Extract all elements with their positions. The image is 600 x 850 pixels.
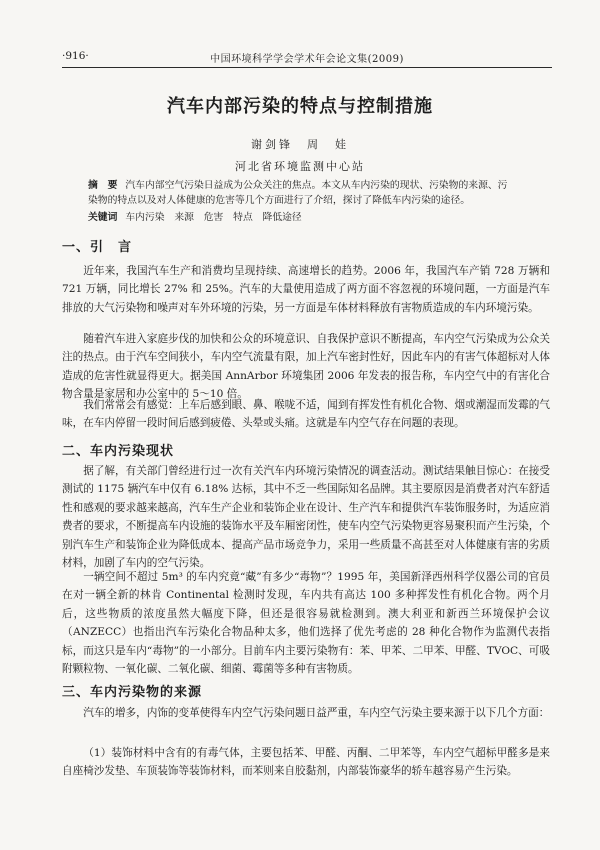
paragraph: 一辆空间不超过 5m³ 的车内究竟“藏”有多少“毒物”？1995 年，美国新泽西州科学仪器公司的官员在对一辆全新的林肯 Continental 检测时发现，车内共有高达 100 多种挥发性有机化合物。两个月后，这些物质的浓度虽然大幅度下降，但还是很容易就检测到。澳大利亚和新西兰环境保护会议（ANZECC）也指出汽车污染化合物品种太多，他们选择了优先考虑的 28 种化合物作为监测代表指标，而这只是车内“毒物”的一小部分。目前车内主要污染物有：苯、甲苯、二甲苯、甲醛、TVOC、可吸附颗粒物、一氧化碳、二氧化碳、细菌、霉菌等多种有害物质。 [62, 571, 550, 676]
section-heading-sources: 三、车内污染物的来源 [62, 685, 203, 700]
keywords-text: 车内污染 来源 危害 特点 降低途径 [125, 212, 302, 223]
paragraph: 近年来，我国汽车生产和消费均呈现持续、高速增长的趋势。2006 年，我国汽车产销 728 万辆和 721 万辆，同比增长 27% 和 25%。汽车的大量使用造成了两方面不容忽视的环境问题，一方面是汽车排放的大气污染物和噪声对车外环境的污染，另一方面是车体材料释放有害物质造成的车内环境污染。 [62, 265, 550, 314]
abstract-text: 汽车内部空气污染日益成为公众关注的焦点。本文从车内污染的现状、污染物的来源、污染物的特点以及对人体健康的危害等几个方面进行了介绍，探讨了降低车内污染的途径。 [88, 180, 508, 206]
paragraph: 据了解，有关部门曾经进行过一次有关汽车内环境污染情况的调查活动。测试结果触目惊心：在接受测试的 1175 辆汽车中仅有 6.18% 达标，其中不乏一些国际知名品牌。其主要原因是消费者对汽车舒适性和感观的要求越来越高，汽车生产企业和装饰企业在设计、生产汽车和提供汽车装饰服务时，为适应消费者的要求，不断提高车内设施的装饰水平及车厢密闭性，使车内空气污染物更容易聚积而产生污染，个别汽车生产和装饰企业为降低成本、提高产品市场竞争力，采用一些质量不高甚至对人体健康有害的劣质材料，加剧了车内的空气污染。 [62, 465, 550, 570]
paragraph: 随着汽车进入家庭步伐的加快和公众的环境意识、自我保护意识不断提高，车内空气污染成为公众关注的热点。由于汽车空间狭小，车内空气流量有限，加上汽车密封性好，因此车内的有害气体超标对人体造成的危害性就显得更大。据美国 AnnArbor 环境集团 2006 年发表的报告称，车内空气中的有害化合物含量是家居和办公室中的 5～10 倍。 [62, 333, 550, 401]
abstract-label: 摘 要 [88, 180, 118, 191]
running-title: 中国环境科学学会学术年会论文集(2009) [210, 54, 404, 65]
header-rule [62, 67, 552, 68]
paragraph: 我们常常会有感觉：上车后感到眼、鼻、喉咙不适，闻到有挥发性有机化合物、烟或潮湿而发霉的气味，在车内停留一段时间后感到疲倦、头晕或头痛。这就是车内空气存在问题的表现。 [62, 399, 550, 430]
page-header [62, 48, 552, 66]
affiliation: 河北省环境监测中心站 [235, 160, 365, 173]
paragraph: 汽车的增多，内饰的变革使得车内空气污染问题日益严重，车内空气污染主要来源于以下几个方面： [83, 707, 550, 719]
paper-title: 汽车内部污染的特点与控制措施 [167, 96, 433, 117]
abstract [88, 178, 514, 208]
section-heading-introduction: 一、引 言 [62, 240, 133, 255]
paragraph: （1）装饰材料中含有的有毒气体，主要包括苯、甲醛、丙酮、二甲苯等，车内空气超标甲醛多是来自座椅沙发垫、车顶装饰等装饰材料，而苯则来自胶黏剂，内部装饰豪华的轿车越容易产生污染。 [62, 747, 550, 778]
section-heading-status: 二、车内污染现状 [62, 444, 175, 459]
page-number: ·916· [62, 50, 89, 62]
keywords [88, 210, 514, 225]
keywords-label: 关键词 [88, 212, 118, 223]
authors: 谢剑锋 周 娃 [251, 138, 349, 151]
